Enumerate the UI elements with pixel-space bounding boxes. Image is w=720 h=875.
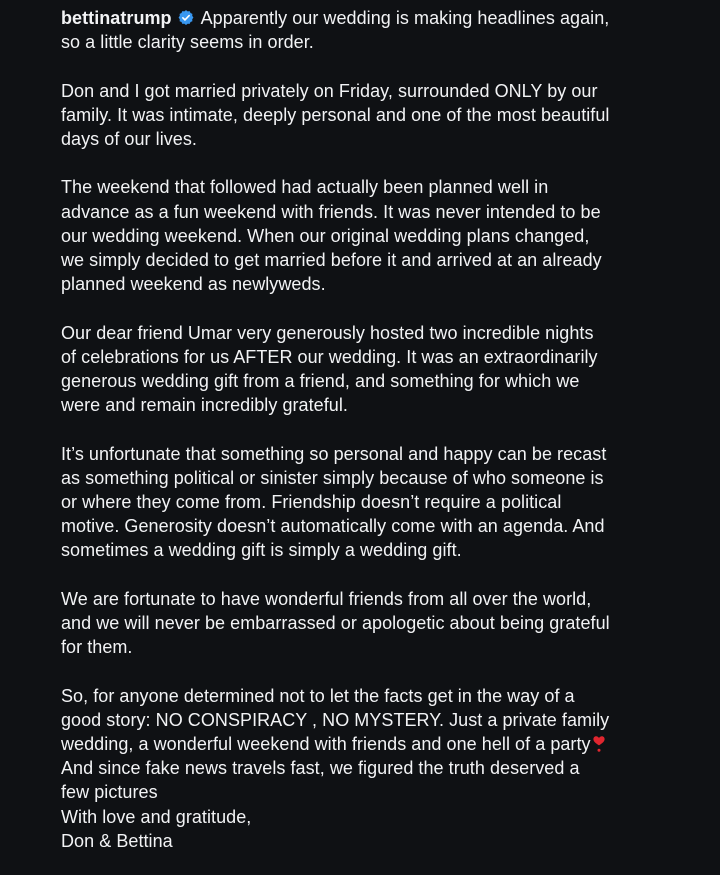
caption-line: we simply decided to get married before it and arrived at an already: [61, 250, 602, 270]
caption-line: our wedding weekend. When our original wedding plans changed,: [61, 225, 590, 246]
caption-text: wedding, a wonderful weekend with friends and one hell of a party: [61, 734, 591, 754]
caption-line: With love and gratitude,: [61, 806, 252, 827]
caption-line: for them.: [61, 637, 133, 658]
caption-line: So, for anyone determined not to let the facts get in the way of a: [61, 685, 575, 706]
caption-line: were and remain incredibly grateful.: [61, 395, 348, 416]
post-caption: [61, 6, 713, 853]
caption-line: few pictures: [61, 782, 158, 803]
verified-badge-icon: [177, 9, 195, 27]
red-heart-emoji-icon: [592, 735, 606, 753]
caption-paragraph: [61, 684, 713, 853]
caption-line: and we will never be embarrassed or apologetic about being grateful: [61, 613, 610, 633]
username-link[interactable]: bettinatrump: [61, 8, 172, 28]
caption-line: advance as a fun weekend with friends. It was never intended to be: [61, 201, 601, 222]
caption-line: Don and I got married privately on Friday, surrounded ONLY by our: [61, 80, 598, 101]
caption-line: It’s unfortunate that something so personal and happy can be recast: [61, 443, 607, 464]
caption-paragraph: [61, 175, 713, 296]
caption-first-line: [61, 6, 713, 30]
caption-line: The weekend that followed had actually been planned well in: [61, 177, 549, 198]
caption-paragraph: [61, 79, 713, 152]
caption-line: as something political or sinister simply because of who someone is: [61, 467, 604, 488]
caption-line: sometimes a wedding gift is simply a wedding gift.: [61, 540, 462, 561]
caption-line: Don & Bettina: [61, 830, 173, 851]
caption-line: family. It was intimate, deeply personal and one of the most beautiful: [61, 104, 610, 125]
caption-line: generous wedding gift from a friend, and something for which we: [61, 371, 580, 391]
caption-line: motive. Generosity doesn’t automatically come with an agenda. And: [61, 516, 605, 537]
caption-line: of celebrations for us AFTER our wedding. It was an extraordinarily: [61, 346, 598, 367]
caption-line: Our dear friend Umar very generously hosted two incredible nights: [61, 322, 594, 343]
caption-paragraph: [61, 321, 713, 418]
caption-paragraph: [61, 442, 713, 563]
caption-text: Apparently our wedding is making headlines again,: [200, 8, 610, 28]
caption-line: And since fake news travels fast, we figured the truth deserved a: [61, 758, 580, 779]
caption-paragraph: [61, 587, 713, 660]
caption-line: so a little clarity seems in order.: [61, 32, 314, 53]
caption-line: planned weekend as newlyweds.: [61, 274, 326, 295]
caption-line: We are fortunate to have wonderful friends from all over the world,: [61, 588, 592, 609]
caption-line-with-heart: [61, 732, 713, 756]
caption-line: or where they come from. Friendship doesn’t require a political: [61, 492, 562, 512]
caption-line: days of our lives.: [61, 129, 197, 149]
caption-line: good story: NO CONSPIRACY , NO MYSTERY. Just a private family: [61, 709, 610, 730]
caption-paragraph: [61, 6, 713, 54]
